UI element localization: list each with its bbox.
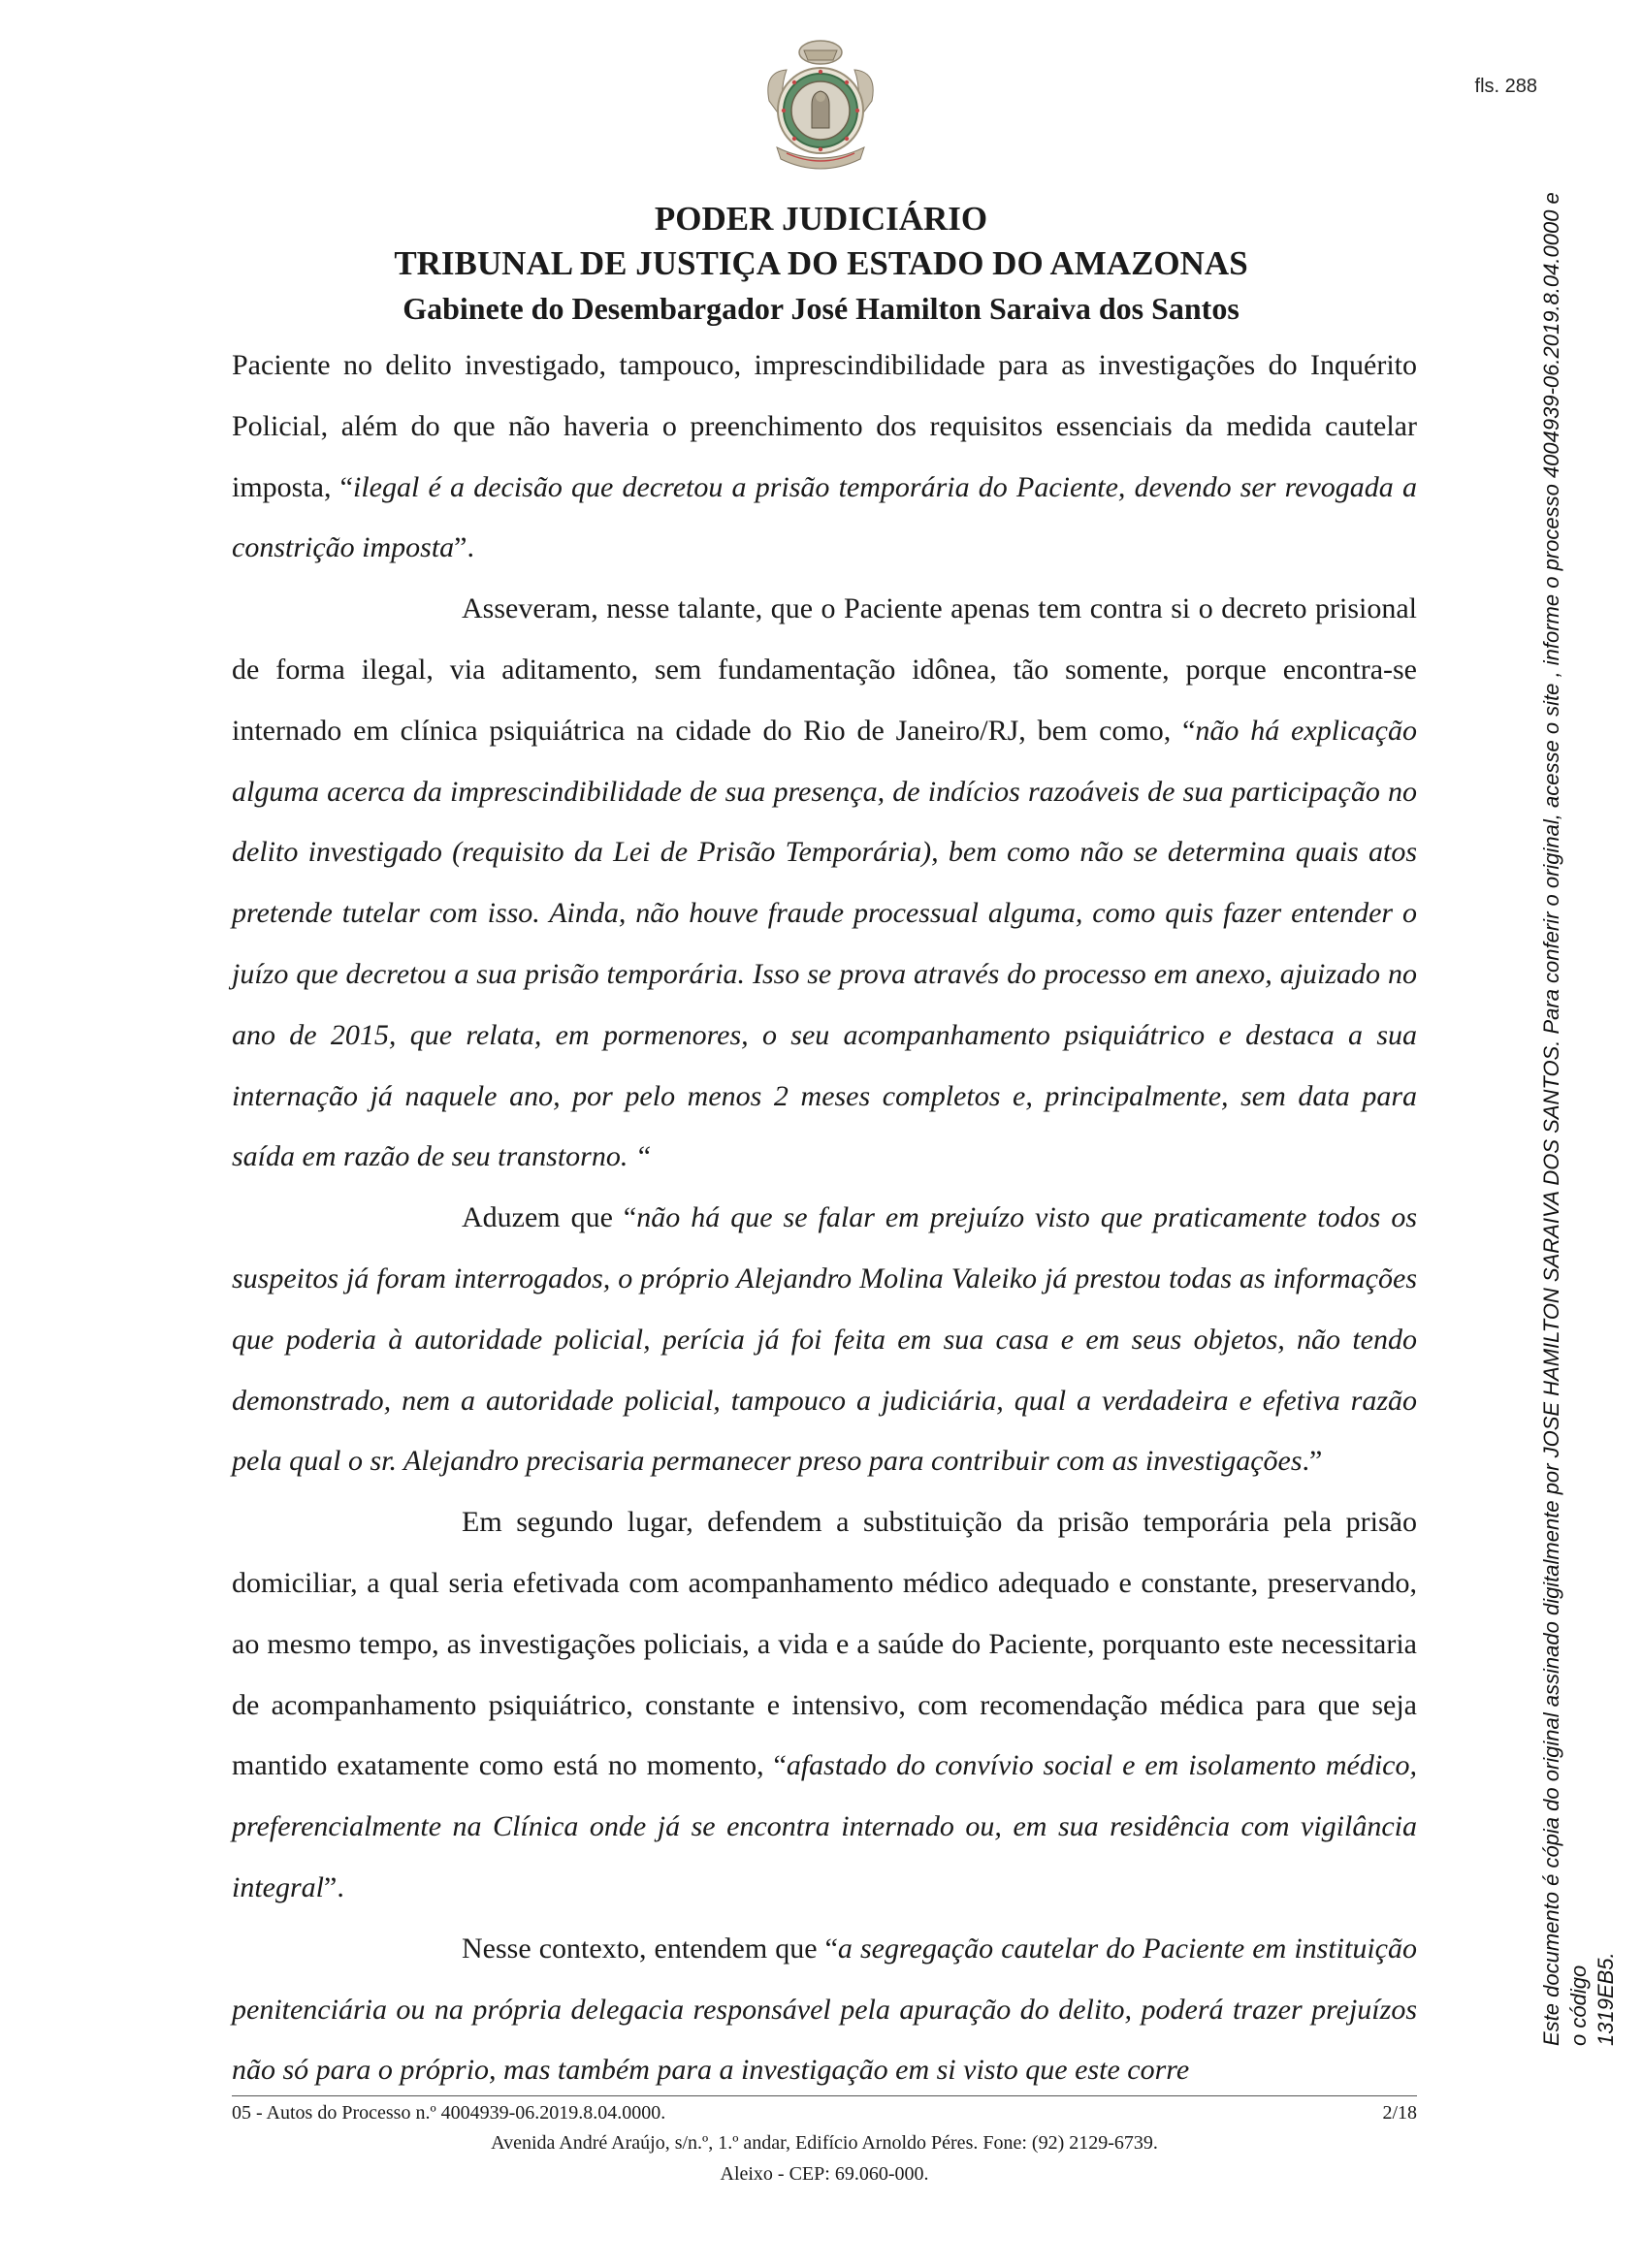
paragraph-text: Nesse contexto, entendem que “ (462, 1932, 838, 1965)
signature-notice-line-2: 1319EB5. (1594, 1952, 1618, 2046)
paragraph-text: Aduzem que “ (462, 1201, 637, 1234)
paragraph-text: Em segundo lugar, defendem a substituição da prisão temporária pela prisão domiciliar, a qual seria efetivada com acompanhamento médico adequado e constante, preservando, ao mesmo tempo, as investigações policiais, a vida e a saúde do Paciente, porquanto este necessitaria de acompanhamento psiquiátrico, constante e intensivo, com recomendação médica para que seja mantido exatamente como está no momento, “ (232, 1506, 1417, 1782)
paragraph-1 (232, 335, 1417, 579)
header-court: TRIBUNAL DE JUSTIÇA DO ESTADO DO AMAZONAS (394, 244, 1248, 282)
quoted-text: ilegal é a decisão que decretou a prisão temporária do Paciente, devendo ser revogada a constrição imposta (232, 470, 1417, 564)
footer-address (232, 2127, 1417, 2189)
paragraph-3 (232, 1188, 1417, 1492)
header-office: Gabinete do Desembargador José Hamilton Saraiva dos Santos (402, 291, 1240, 326)
quoted-text: não há que se falar em prejuízo visto que praticamente todos os suspeitos já foram interrogados, o próprio Alejandro Molina Valeiko já prestou todas as informações que poderia à autoridade policial, perícia já foi feita em sua casa e em seus objetos, não tendo demonstrado, nem a autoridade policial, tampouco a judiciária, qual a verdadeira e efetiva razão pela qual o sr. Alejandro precisaria permanecer preso para contribuir com as investigações (232, 1201, 1417, 1478)
header-branch: PODER JUDICIÁRIO (654, 200, 988, 238)
quoted-text: afastado do convívio social e em isolamento médico, preferencialmente na Clínica onde já se encontra internado ou, em sua residência com vigilância integral (232, 1749, 1417, 1903)
paragraph-2 (232, 579, 1417, 1188)
paragraph-text: Paciente no delito investigado, tampouco, imprescindibilidade para as investigações do Inquérito Policial, além do que não haveria o preenchimento dos requisitos essenciais da medida cautelar imposta, “ (232, 349, 1417, 503)
digital-signature-notice (1538, 175, 1620, 2046)
address-line-2: Aleixo - CEP: 69.060-000. (720, 2163, 929, 2185)
page-number: 2/18 (1382, 2102, 1417, 2124)
paragraph-text: .” (1302, 1445, 1323, 1478)
court-header (0, 197, 1642, 331)
signature-notice-line-1: Este documento é cópia do original assinado digitalmente por JOSE HAMILTON SARAIVA DOS SANTOS. Para conferir o original, acesse o site , informe o processo 4004939-06.2019.8.04.0000 e o código (1539, 192, 1591, 2046)
quoted-text: a segregação cautelar do Paciente em instituição penitenciária ou na própria delegacia responsável pela apuração do delito, poderá trazer prejuízos não só para o próprio, mas também para a investigação em si visto que este corre (232, 1932, 1417, 2087)
paragraph-4 (232, 1492, 1417, 1919)
paragraph-text: ”. (454, 531, 474, 564)
quoted-text: não há explicação alguma acerca da imprescindibilidade de sua presença, de indícios razoáveis de sua participação no delito investigado (requisito da Lei de Prisão Temporária), bem como não se determina quais atos pretende tutelar com isso. Ainda, não houve fraude processual alguma, como quis fazer entender o juízo que decretou a sua prisão temporária. Isso se prova através do processo em anexo, ajuizado no ano de 2015, que relata, em pormenores, o seu acompanhamento psiquiátrico e destaca a sua internação já naquele ano, por pelo menos 2 meses completos e, principalmente, sem data para saída em razão de seu transtorno. “ (232, 714, 1417, 1173)
court-seal-emblem (757, 33, 884, 188)
footer-divider (232, 2095, 1417, 2096)
paragraph-text: Asseveram, nesse talante, que o Paciente apenas tem contra si o decreto prisional de forma ilegal, via aditamento, sem fundamentação idônea, tão somente, porque encontra-se internado em clínica psiquiátrica na cidade do Rio de Janeiro/RJ, bem como, “ (232, 592, 1417, 747)
footer-reference (232, 2102, 1417, 2124)
paragraph-text: ”. (324, 1870, 344, 1903)
paragraph-5 (232, 1919, 1417, 2101)
process-reference: 05 - Autos do Processo n.º 4004939-06.2019.8.04.0000. (232, 2102, 666, 2124)
folio-number: fls. 288 (1474, 76, 1537, 97)
document-body (232, 335, 1417, 2101)
address-line-1: Avenida André Araújo, s/n.º, 1.º andar, Edifício Arnoldo Péres. Fone: (92) 2129-6739. (491, 2132, 1158, 2154)
